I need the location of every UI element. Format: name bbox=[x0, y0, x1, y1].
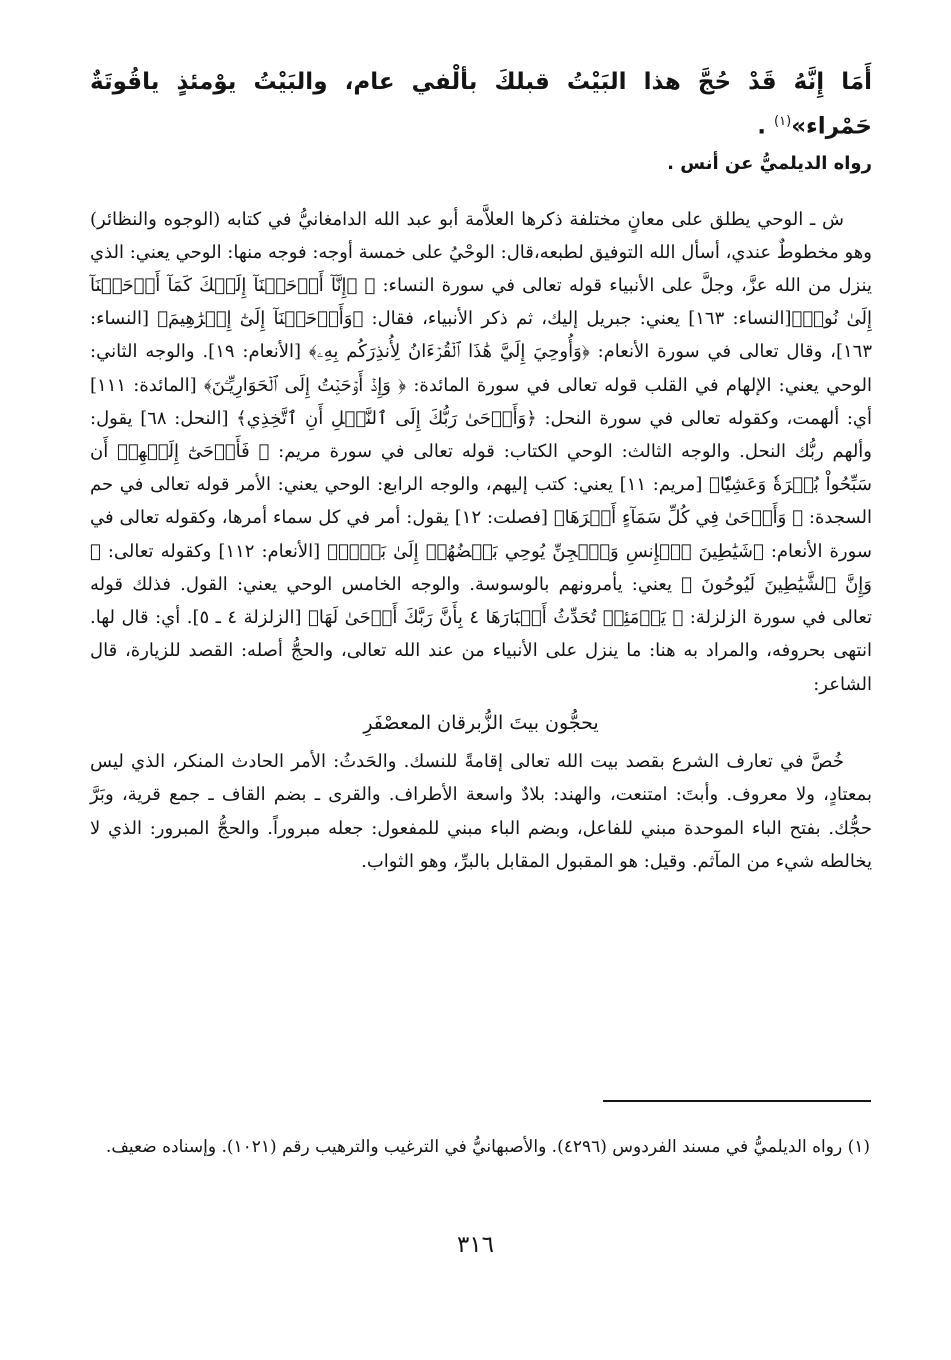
commentary-paragraph-2: خُصَّ في تعارف الشرع بقصد بيت الله تعالى إقامةً للنسك. والحَدثُ: الأمر الحادث المنكر، الذي ليس بمعتادٍ، ولا معروف. وأبتَ: امتنعت، والهند: بلادٌ واسعة الأطراف. والقرى ـ بضم القاف ـ جمع قرية، وبَرَّ حجُّك. بفتح الباء الموحدة مبني للفاعل، وبضم الباء مبني للمفعول: جعله مبروراً. والحجُّ المبرور: الذي لا يخالطه شيء من المآثم. وقيل: هو المقبول المقابل بالبرِّ، وهو الثواب. bbox=[90, 750, 872, 873]
page-number: ٣١٦ bbox=[456, 1232, 495, 1258]
footnote-separator bbox=[603, 1100, 871, 1102]
commentary-paragraph: ش ـ الوحي يطلق على معانٍ مختلفة ذكرها العلاَّمة أبو عبد الله الدامغانيُّ في كتابه (الوجوه والنظائر) وهو مخطوطٌ عندي، أسأل الله التوفيق لطبعه،قال: الوحْيُ على خمسة أوجه: فوجه منها: الوحي يعني: الذي ينزل من الله عزَّ، وجلَّ على الأنبياء قوله تعالى في سورة النساء: ﴿ ۞إِنَّآ أَوۡحَيۡنَآ إِلَيۡكَ كَمَآ أَوۡحَيۡنَآ إِلَىٰ نُوحٖ﴾[النساء: ١٦٣] يعني: جبريل إليك، ثم ذكر الأنبياء، فقال: ﴿وَأَوۡحَيۡنَآ إِلَىٰٓ إِبۡرَٰهِيمَ﴾ [النساء: ١٦٣]، وقال تعالى في سورة الأنعام: ﴿وَأُوحِيَ إِلَيَّ هَٰذَا ٱلۡقُرۡءَانُ لِأُنذِرَكُم بِهِۦ﴾ [الأنعام: ١٩]. والوجه الثاني: الوحي يعني: الإلهام في القلب قوله تعالى في سورة المائدة: ﴿ وَإِذۡ أَوۡحَيۡتُ إِلَى ٱلۡحَوَارِيِّـۧنَ﴾ [المائدة: ١١١] أي: ألهمت، وكقوله تعالى في سورة النحل: ﴿وَأَوۡحَىٰ رَبُّكَ إِلَى ٱلنَّحۡلِ أَنِ ٱتَّخِذِي﴾ [النحل: ٦٨] يقول: وألهم ربُّك النحل. والوجه الثالث: الوحي الكتاب: قوله تعالى في سورة مريم: ﴿ فَأَوۡحَىٰٓ إِلَيۡهِمۡ أَن سَبِّحُواْ بُكۡرَةٗ وَعَشِيّٗا﴾ [مريم: ١١] يعني: كتب إليهم، والوجه الرابع: الوحي يعني: الأمر قوله تعالى في حم السجدة: ﴿ وَأَوۡحَىٰ فِي كُلِّ سَمَآءٍ أَمۡرَهَا﴾ [فصلت: ١٢] يقول: أمر في كل سماء أمرها، وكقوله تعالى في سورة الأنعام: ﴿شَيَٰطِينَ ٱلۡإِنسِ وَٱلۡجِنِّ يُوحِي بَعۡضُهُمۡ إِلَىٰ بَعۡضٖ﴾ [الأنعام: ١١٢] وكقوله تعالى: ﴿ وَإِنَّ ٱلشَّيَٰطِينَ لَيُوحُونَ ﴾ يعني: يأمرونهم بالوسوسة. والوجه الخامس الوحي يعني: القول. فذلك قوله تعالى في سورة الزلزلة: ﴿ يَوۡمَئِذٖ تُحَدِّثُ أَخۡبَارَهَا ٤ بِأَنَّ رَبَّكَ أَوۡحَىٰ لَهَا﴾ [الزلزلة ٤ ـ ٥]. أي: قال لها. انتهى بحروفه، والمراد به هنا: ما ينزل على الأنبياء من عند الله تعالى، والحجُّ أصله: القصد للزيارة، قال الشاعر: bbox=[90, 208, 873, 695]
footnote-reference[interactable]: (١) bbox=[774, 114, 792, 129]
footnote: (١) رواه الديلميُّ في مسند الفردوس (٤٢٩٦). والأصبهانيُّ في الترغيب والترهيب رقم (١٠٢١). وإسناده ضعيف. bbox=[105, 1137, 870, 1157]
page-body bbox=[90, 62, 872, 879]
hadith-main: أَمَا إِنَّهُ قَدْ حُجَّ هذا البَيْتُ قبلكَ بألْفي عام، والبَيْتُ يوْمئذٍ ياقُوتَةٌ حَمْراء» bbox=[90, 69, 872, 140]
poem-line: يحجُّون بيتَ الزُّبرقان المعصْفَرِ bbox=[363, 711, 599, 734]
hadith-end: . bbox=[757, 113, 775, 140]
hadith-source: رواه الديلميُّ عن أنس . bbox=[667, 152, 872, 174]
hadith-text bbox=[90, 62, 872, 147]
